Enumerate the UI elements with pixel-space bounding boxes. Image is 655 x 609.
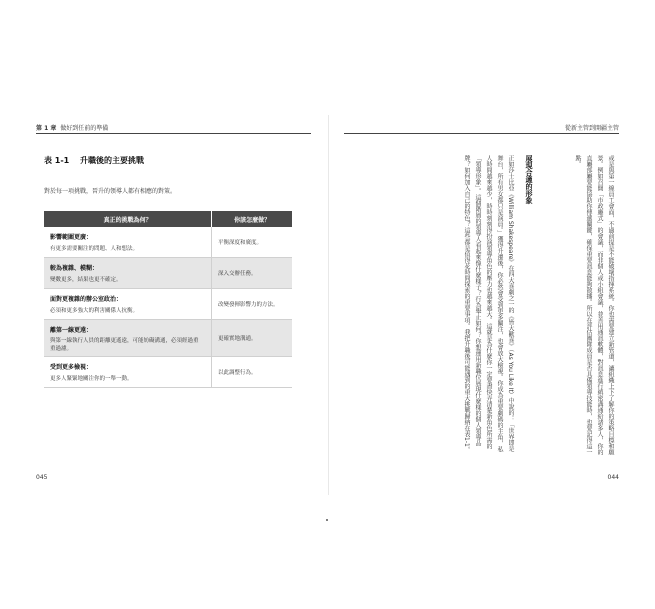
challenge-desc: 變數更多，結果也更不確定。	[50, 277, 122, 283]
section-heading: 展現合適的形象	[525, 155, 533, 204]
response-cell: 更確實地溝通。	[218, 336, 257, 342]
response-cell: 以此調整行為。	[218, 370, 257, 376]
right-page-number: 044	[607, 474, 619, 481]
challenge-title: 受到更多檢視：	[50, 364, 93, 371]
left-header-rule	[36, 133, 311, 134]
challenge-desc: 必須和更多強大的利害關係人抗衡。	[50, 308, 139, 314]
right-paragraph-1: 或是與第一線員工會面，不過前提是不能破壞指揮系統。你也需要建立新管道，讓組織上下了解你的策略目標和願景。例如召開「市政廳式」的會議，而非個人或小組會議，並善用通訊軟體，對訊息進行縝密溝通給諸多人，你的直屬部屬要能協助你傳遞關鍵，確保重要訊息能夠散播。所以在評估團隊成員是否具備領導技能時，也要記得這一點。	[574, 155, 614, 455]
challenge-title: 離第一線更遠：	[50, 327, 93, 334]
left-running-header	[36, 123, 108, 132]
left-page-number: 045	[36, 474, 48, 481]
table-number: 表 1-1	[44, 156, 70, 165]
table-intro: 對於每一項挑戰，晉升的領導人都有相應的對策。	[44, 188, 177, 195]
challenge-desc: 更多人緊緊地關注你的一舉一動。	[50, 376, 133, 382]
scan-dot	[326, 519, 328, 521]
challenge-cell	[44, 357, 212, 387]
challenge-title: 面對更複雜的辦公室政治：	[50, 296, 123, 303]
response-cell: 深入交辦任務。	[218, 271, 257, 277]
response-cell: 改變發揮影響力的方法。	[218, 302, 279, 308]
column-header-response: 你該怎麼做？	[234, 216, 271, 224]
right-paragraph-2: 正如莎士比亞《William Shakespeare》在四大喜劇之一的《皆大歡喜》（As You Like It）中說的：「世界即是舞台，所有男女都只是演員。」獲得升遷後，你必然會受到更多關注，也會放大檢視。你成為重要劇碼的主角，私人時間越來越少，時時刻刻得扮演領導角色的壓力也越來越大。這就是為什麼你一定要盡快弄清楚新角色所需的「領導形象」。這個階層的領導人看起來像什麼樣子？行為舉止如何？你想運用新職位展現什麼樣的個人領導品牌？如何加入自己的特色？這些都是值得花時間探索的重要事項。我把升職後可能遇到的重大挑戰歸納在表1-1。	[463, 155, 514, 453]
table-row	[44, 320, 292, 357]
right-running-header: 從新主管到開疆主管	[564, 125, 619, 132]
challenges-table	[44, 211, 292, 388]
challenge-title: 較為複雜、模糊：	[50, 265, 99, 272]
challenge-cell	[44, 227, 212, 257]
table-title-text: 升職後的主要挑戰	[80, 156, 145, 165]
challenge-desc: 有更多需要關注的問題、人和想法。	[50, 246, 139, 252]
column-header-challenge: 真正的挑戰為何？	[44, 211, 212, 227]
gutter	[328, 115, 329, 495]
challenge-cell	[44, 258, 212, 288]
table-row	[44, 258, 292, 289]
challenge-cell	[44, 289, 212, 319]
table-row	[44, 227, 292, 258]
table-row	[44, 289, 292, 320]
table-row	[44, 357, 292, 388]
right-header-rule	[344, 133, 619, 134]
challenge-title: 影響範圍更廣：	[50, 234, 93, 241]
table-title	[44, 155, 144, 166]
book-spread	[26, 115, 631, 495]
challenge-cell	[44, 320, 212, 356]
response-cell: 平衡深度和廣度。	[218, 240, 263, 246]
challenge-desc: 與第一線執行人員的距離更遙遠，可能妨礙溝通，必須經過重重過濾。	[50, 338, 199, 352]
table-header	[44, 211, 292, 227]
chapter-label: 第 1 章	[36, 125, 57, 132]
chapter-title: 做好到任前的準備	[60, 125, 109, 132]
